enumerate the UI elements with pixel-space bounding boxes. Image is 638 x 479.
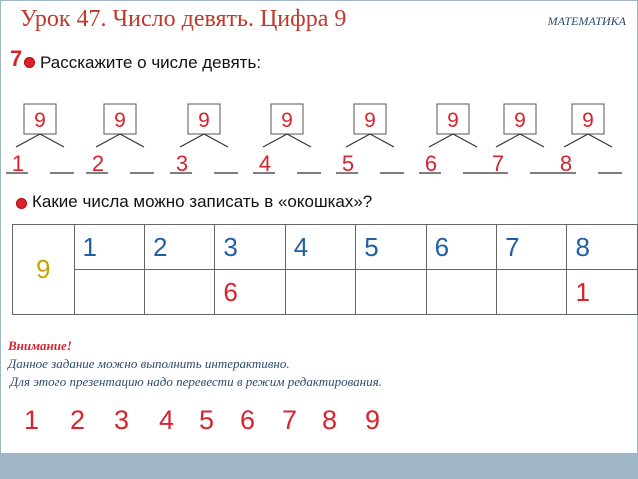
subject-label: МАТЕМАТИКА — [547, 14, 626, 28]
decomposition-part: 5 — [341, 151, 355, 176]
decomposition-leg — [588, 134, 612, 147]
attention-label: Внимание! — [8, 338, 72, 353]
decomposition-leg — [564, 134, 588, 147]
decomposition-leg — [370, 134, 394, 147]
decomposition-leg — [263, 134, 287, 147]
decomposition-leg — [520, 134, 544, 147]
question-text: Какие числа можно записать в «окошках»? — [32, 192, 373, 211]
table-cell-top: 2 — [144, 225, 214, 270]
table-window-cell[interactable]: 6 — [215, 270, 285, 315]
decomposition-part: 3 — [175, 151, 189, 176]
decomposition-leg — [16, 134, 40, 147]
decomposition-diagram — [0, 100, 638, 185]
decomposition-part: 1 — [11, 151, 25, 176]
draggable-digit[interactable]: 3 — [114, 405, 130, 435]
table-window-cell[interactable] — [74, 270, 144, 315]
decomposition-part: 2 — [91, 151, 105, 176]
decomposition-leg — [120, 134, 144, 147]
decomposition-part: 6 — [424, 151, 438, 176]
decomposition-whole: 9 — [281, 109, 293, 132]
decomposition-leg — [346, 134, 370, 147]
footer-bar — [1, 453, 637, 478]
note-line: Данное задание можно выполнить интерактивно. — [8, 356, 290, 371]
table-cell-top: 4 — [285, 225, 355, 270]
table-cell-top: 8 — [567, 225, 638, 270]
note-line: Для этого презентацию надо перевести в режим редактирования. — [10, 374, 382, 389]
decomposition-whole: 9 — [34, 109, 46, 132]
table-window-cell[interactable] — [285, 270, 355, 315]
bullet-icon — [24, 57, 35, 68]
table-window-cell[interactable] — [497, 270, 567, 315]
decomposition-leg — [204, 134, 228, 147]
table-cell-top: 7 — [497, 225, 567, 270]
draggable-digit[interactable]: 1 — [24, 405, 40, 435]
bullet-icon — [16, 198, 27, 209]
decomposition-leg — [40, 134, 64, 147]
table-whole-number: 9 — [13, 225, 75, 315]
decomposition-whole: 9 — [447, 109, 459, 132]
table-cell-top: 5 — [356, 225, 426, 270]
table-window-cell[interactable] — [144, 270, 214, 315]
decomposition-leg — [429, 134, 453, 147]
draggable-digit[interactable]: 8 — [322, 405, 338, 435]
decomposition-part: 4 — [258, 151, 272, 176]
draggable-digit[interactable]: 5 — [199, 405, 215, 435]
task-number: 7 — [10, 46, 23, 71]
table-window-cell[interactable]: 1 — [567, 270, 638, 315]
table-cell-top: 6 — [426, 225, 496, 270]
draggable-digit[interactable]: 4 — [159, 405, 175, 435]
decomposition-whole: 9 — [514, 109, 526, 132]
decomposition-part: 7 — [491, 151, 505, 176]
draggable-digit[interactable]: 7 — [282, 405, 298, 435]
table-window-cell[interactable] — [356, 270, 426, 315]
decomposition-whole: 9 — [582, 109, 594, 132]
decomposition-leg — [496, 134, 520, 147]
table-cell-top: 1 — [74, 225, 144, 270]
decomposition-leg — [96, 134, 120, 147]
decomposition-whole: 9 — [114, 109, 126, 132]
decomposition-leg — [287, 134, 311, 147]
draggable-digit[interactable]: 2 — [70, 405, 86, 435]
decomposition-leg — [453, 134, 477, 147]
decomposition-whole: 9 — [364, 109, 376, 132]
decomposition-leg — [180, 134, 204, 147]
table-cell-top: 3 — [215, 225, 285, 270]
task-prompt: Расскажите о числе девять: — [40, 53, 262, 72]
decomposition-part: 8 — [559, 151, 573, 176]
draggable-digit[interactable]: 6 — [240, 405, 256, 435]
table-window-cell[interactable] — [426, 270, 496, 315]
draggable-digit[interactable]: 9 — [365, 405, 381, 435]
slide-title: Урок 47. Число девять. Цифра 9 — [20, 6, 347, 32]
decomposition-whole: 9 — [198, 109, 210, 132]
number-table — [12, 224, 638, 315]
